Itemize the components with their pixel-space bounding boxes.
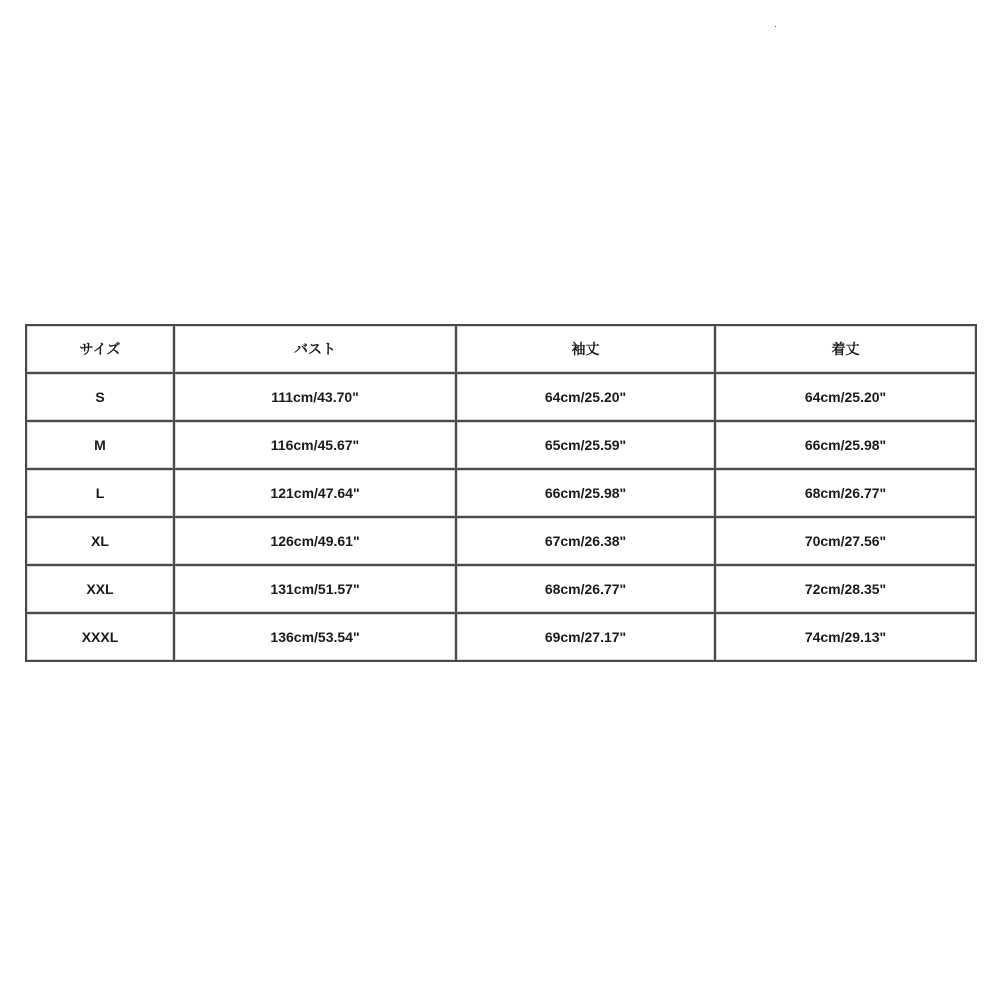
cell-body-length: 68cm/26.77" [715, 469, 976, 517]
header-row [26, 325, 976, 373]
table-row [26, 469, 976, 517]
table-row [26, 565, 976, 613]
table-row [26, 421, 976, 469]
cell-bust: 136cm/53.54" [174, 613, 456, 661]
cell-size: XL [26, 517, 174, 565]
cell-sleeve-length: 67cm/26.38" [456, 517, 715, 565]
cell-sleeve-length: 64cm/25.20" [456, 373, 715, 421]
cell-size: S [26, 373, 174, 421]
size-chart-table [25, 324, 977, 662]
header-bust: バスト [174, 325, 456, 373]
header-size: サイズ [26, 325, 174, 373]
cell-bust: 111cm/43.70" [174, 373, 456, 421]
header-sleeve-length: 袖丈 [456, 325, 715, 373]
cell-body-length: 66cm/25.98" [715, 421, 976, 469]
cell-bust: 121cm/47.64" [174, 469, 456, 517]
cell-size: XXL [26, 565, 174, 613]
cell-body-length: 74cm/29.13" [715, 613, 976, 661]
table-row [26, 373, 976, 421]
cell-size: M [26, 421, 174, 469]
header-body-length: 着丈 [715, 325, 976, 373]
cell-body-length: 72cm/28.35" [715, 565, 976, 613]
cell-size: L [26, 469, 174, 517]
cell-bust: 126cm/49.61" [174, 517, 456, 565]
cell-body-length: 70cm/27.56" [715, 517, 976, 565]
cell-bust: 116cm/45.67" [174, 421, 456, 469]
cell-sleeve-length: 66cm/25.98" [456, 469, 715, 517]
cell-sleeve-length: 68cm/26.77" [456, 565, 715, 613]
cell-sleeve-length: 69cm/27.17" [456, 613, 715, 661]
cell-sleeve-length: 65cm/25.59" [456, 421, 715, 469]
table-row [26, 613, 976, 661]
cell-body-length: 64cm/25.20" [715, 373, 976, 421]
stray-dot [775, 26, 776, 27]
table-row [26, 517, 976, 565]
cell-bust: 131cm/51.57" [174, 565, 456, 613]
cell-size: XXXL [26, 613, 174, 661]
